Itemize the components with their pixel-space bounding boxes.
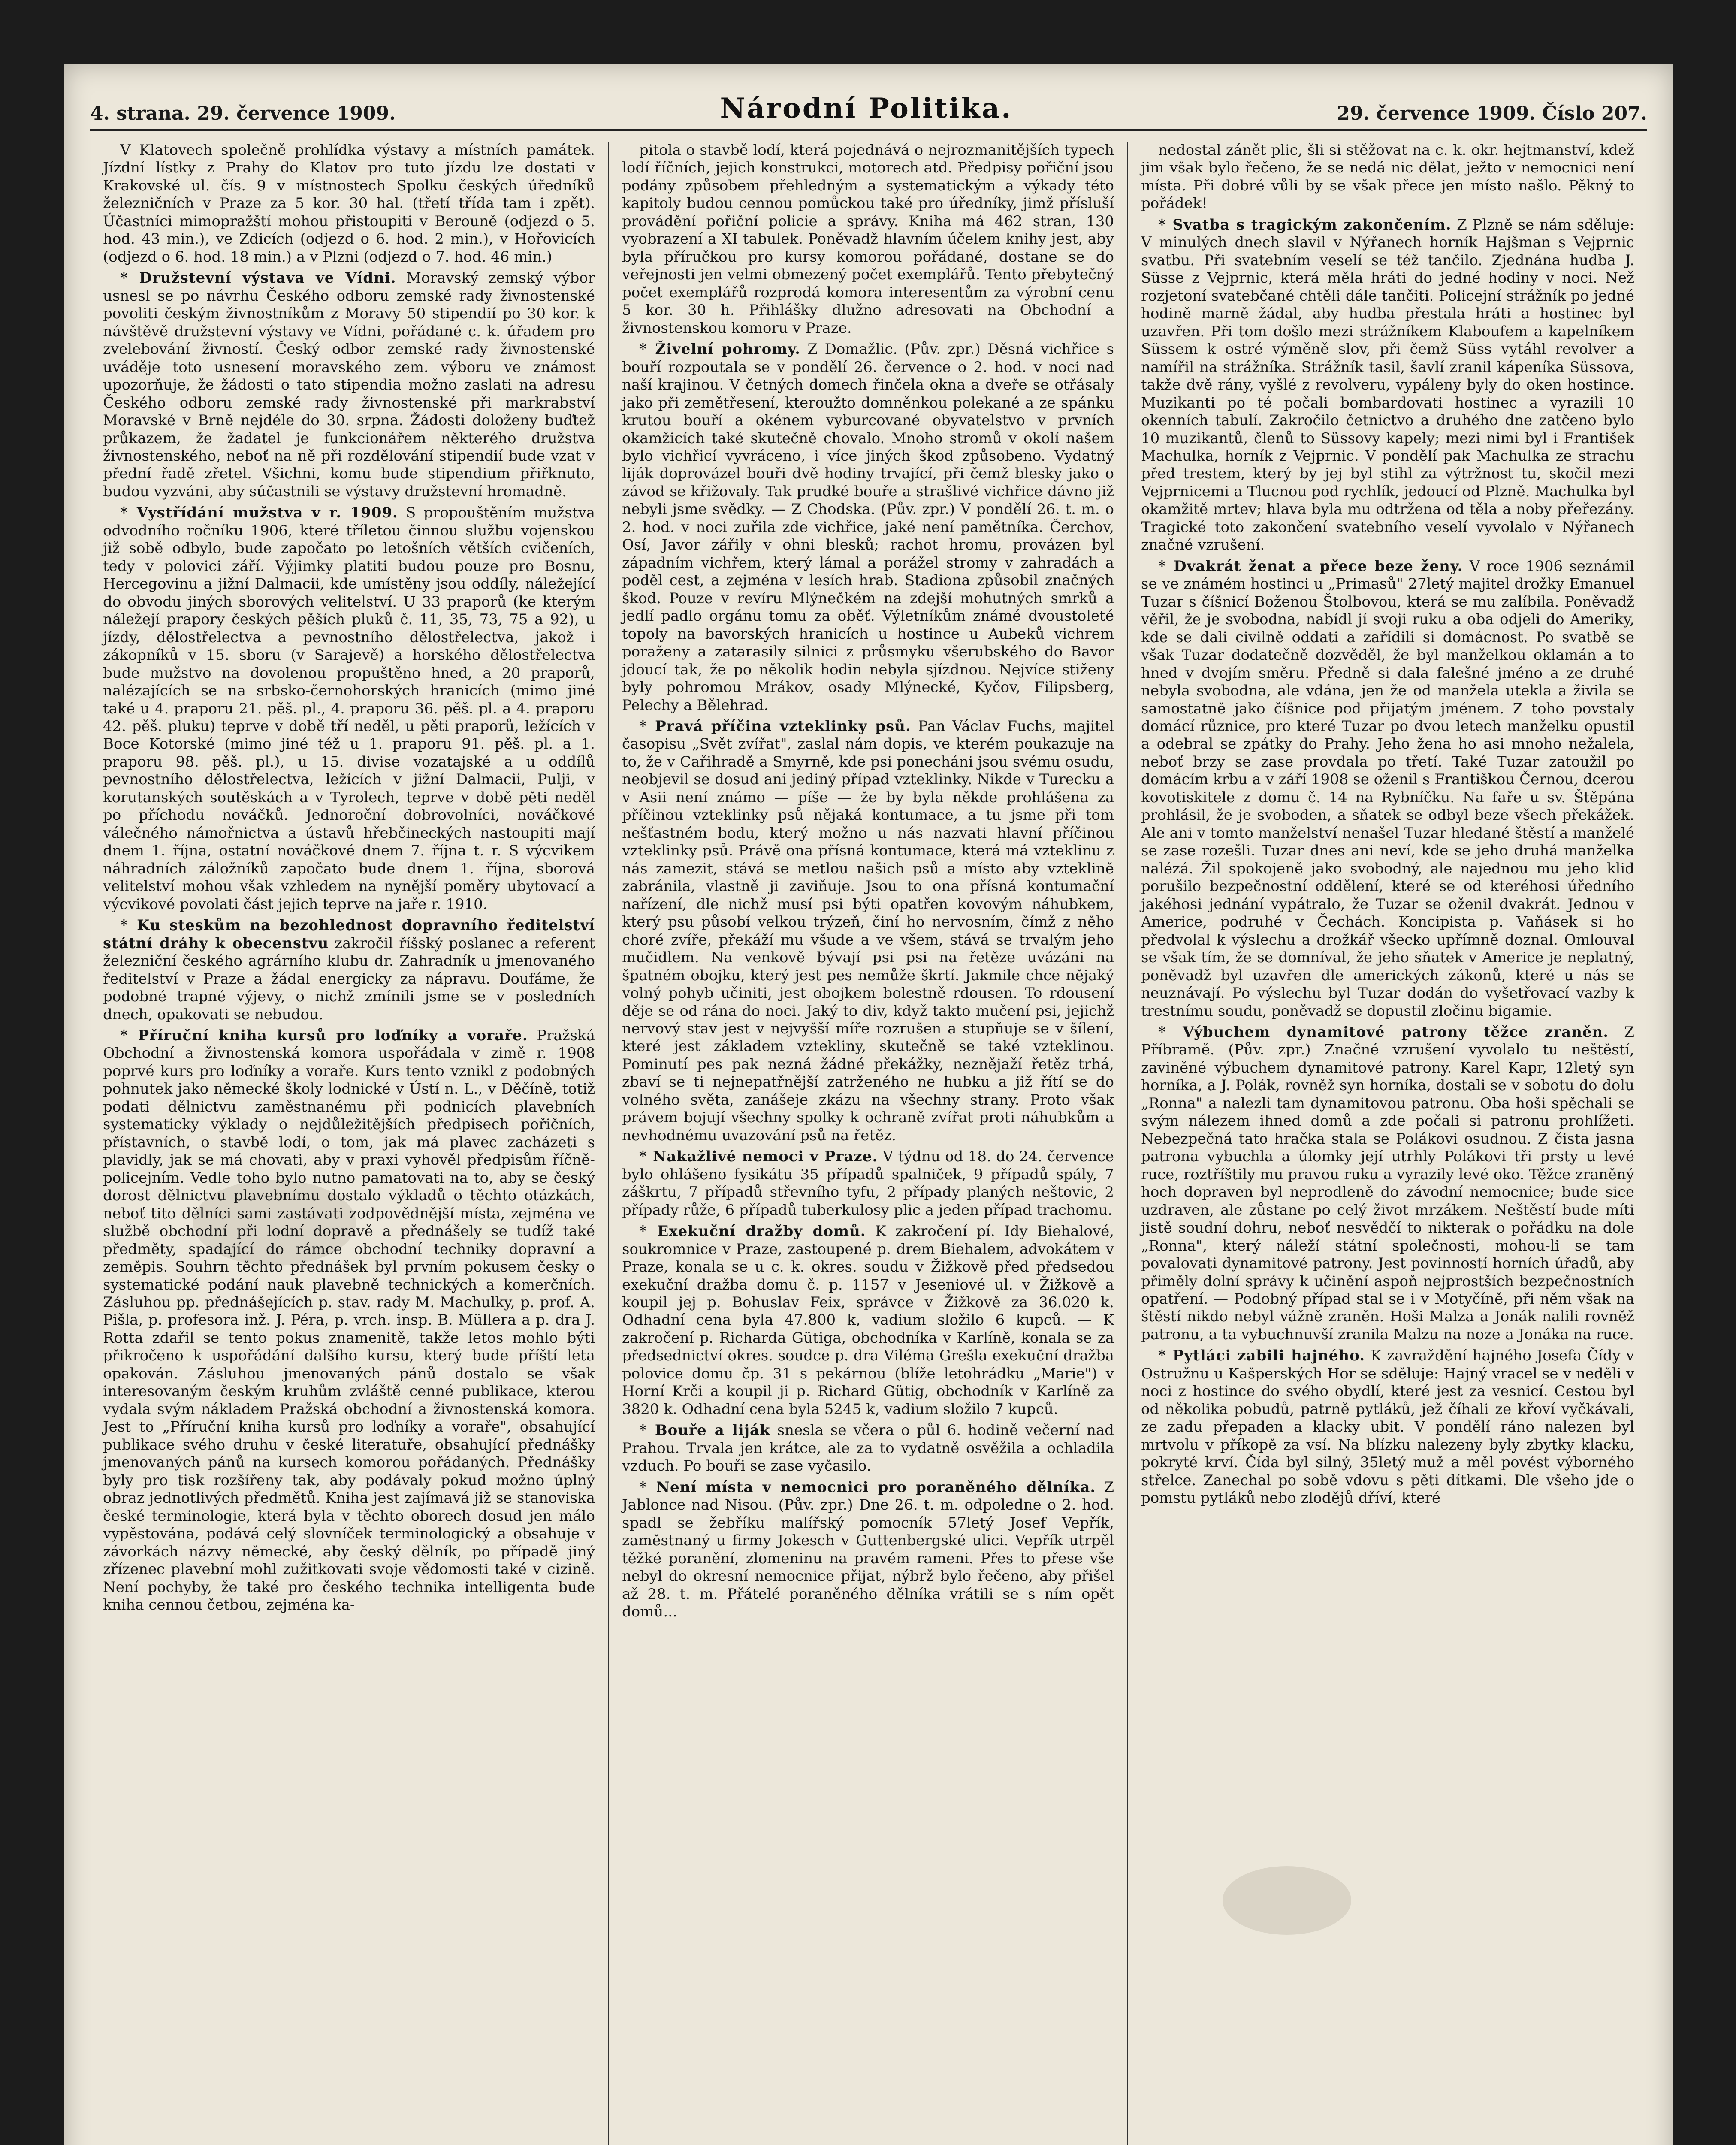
- article-heading: * Dvakrát ženat a přece beze ženy.: [1158, 557, 1463, 575]
- article-paragraph: [622, 1422, 1114, 1475]
- article-text: S propouštěním mužstva odvodního ročníku 1906, které tříletou činnou službu vojenskou již sobě odbylo, bude započato po letošních větších cvičeních, tedy v polovici září. Výjimky platiti budou pouze pro Bosnu, Hercegovinu a jižní Dalmacii, kde umístěny jsou oddíly, náležející do obvodu jiných sborových velitelství. U 33 praporů (ke kterým náležejí prapory českých pěších pluků č. 11, 35, 73, 75 a 92), u jízdy, dělostřelectva a pevnostního dělostřelectva, jakož i zákopníků v 15. sboru (v Sarajevě) a horského dělostřelectva bude mužstvo na dovolenou propuštěno hned, a 20 praporů, nalézajících se na srbsko-černohorských hranicích (mimo jiné také u 4. praporu 21. pěš. pl., 4. praporu 36. pěš. pl. a 4. praporu 42. pěš. pluku) teprve v době tří neděl, u pěti praporů, ležících v Boce Kotorské (mimo jiné též u 1. praporu 91. pěš. pl. a 1. praporu 98. pěš. pl.), u 15. divise vozatajské a u oddílů pevnostního dělostřelectva, ležících v jižní Dalmacii, Pulji, v korutanských soutěskách a v Tyrolech, teprve v době pěti neděl po příchodu nováčků. Jednoroční dobrovolníci, nováčkové válečného námořnictva a ústavů hřebčineckých nastoupiti mají dnem 1. října, ostatní nováčkové dnem 7. října t. r. S výcvikem náhradních záložníků započato bude dnem 1. října, sborová velitelství mohou však vzhledem na nynější poměry ubytovací a výcvikové povolati část jejich teprve na jaře r. 1910.: [103, 504, 595, 913]
- article-text: pitola o stavbě lodí, která pojednává o nejrozmanitějších typech lodí říčních, jejich konstrukci, motorech atd. Předpisy pořiční jsou podány způsobem přehledným a systematickým a výkady této kapitoly budou cennou pomůckou také pro úředníky, jimž přísluší provádění pořiční policie a správy. Kniha má 462 stran, 130 vyobrazení a XI tabulek. Poněvadž hlavním účelem knihy jest, aby byla příručkou pro kursy komorou pořádané, dostane se do veřejnosti jen velmi obmezený počet exemplářů. Tento přebytečný počet exemplářů rozprodá komora interesentům za výrobní cenu 5 kor. 30 h. Přihlášky dlužno adresovati na Obchodní a živnostenskou komoru v Praze.: [622, 142, 1114, 337]
- article-text: Pražská Obchodní a živnostenská komora uspořádala v zimě r. 1908 poprvé kurs pro loďníky a voraře. Kurs tento vznikl z podobných pohnutek jako německé školy lodnické v Ústí n. L., v Děčíně, totiž podati dělnictvu zaměstnanému při podnicích plavebních systematicky výklady o nejdůležitějších předpisech pořičních, přístavních, o stavbě lodí, o tom, jak má plavec zacházeti s plavidly, jak se má chovati, aby v praxi vyhověl předpisům říčně-policejním. Vedle toho bylo nutno pamatovati na to, aby se český dorost dělnictvu plavebnímu dostalo výkladů o těchto otázkách, neboť tito dělníci sami zastávati zodpovědnější místa, zejména ve službě obchodní při lodní dopravě a přednášely se tudíž také předměty, spadající do rámce obchodní techniky dopravní a zeměpis. Souhrn těchto přednášek byl prvním pokusem česky o systematické podání nauk plavebně technických a komerčních. Zásluhou pp. přednášejících p. stav. rady M. Machulky, p. prof. A. Pišla, p. profesora inž. J. Péra, p. vrch. insp. B. Müllera a p. dra J. Rotta zdařil se tento pokus znamenitě, takže letos mohlo býti přikročeno k uspořádání dalšího kursu, který bude příští leta opakován. Zásluhou jmenovaných pánů dostalo se však interesovaným českým kruhům zvláště cenné publikace, kterou vydala svým nákladem Pražská obchodní a živnostenská komora. Jest to „Příruční kniha kursů pro loďníky a voraře", obsahující publikace svého druhu v české literatuře, obsahující přednášky jmenovaných pánů na kursech komorou pořádaných. Přednášky byly pro tisk rozšířeny tak, aby podávaly pokud možno úplný obraz jednotlivých předmětů. Kniha jest zajímavá již se stanoviska české terminologie, která byla v těchto oborech dosud jen málo vypěstována, podává celý slovníček terminologický a obsahuje v závorkách názvy německé, aby český dělník, po případě jiný zřízenec plavební mohl zužitkovati svoje vědomosti také v cizině. Není pochyby, že také pro českého technika intelligenta bude kniha cennou četbou, zejména ka-: [103, 1027, 595, 1613]
- column-1: [90, 142, 609, 2145]
- article-text: K zakročení pí. Idy Biehalové, soukromnice v Praze, zastoupené p. drem Biehalem, advokátem v Praze, konala se u c. k. okres. soudu v Žižkově před předsedou exekuční dražba domu č. p. 1157 v Jeseniové ul. v Žižkově a koupil jej p. Bohuslav Feix, správce v Žižkově za 36.020 k. Odhadní cena byla 47.800 k, vadium složilo 6 kupců. — K zakročení p. Richarda Gütiga, obchodníka v Karlíně, konala se za předsednictví okres. soudce p. dra Viléma Grešla exekuční dražba polovice domu čp. 31 s pekárnou (blíže letohrádku „Marie") v Horní Krči a koupil ji p. Richard Gütig, obchodník v Karlíně za 3820 k. Odhadní cena byla 5245 k, vadium složilo 7 kupců.: [622, 1223, 1114, 1418]
- article-paragraph: [1141, 216, 1634, 554]
- article-heading: * Příruční kniha kursů pro loďníky a voraře.: [120, 1027, 528, 1044]
- article-heading: * Bouře a liják: [639, 1422, 770, 1439]
- article-paragraph: [622, 1148, 1114, 1219]
- article-text: Z Domažlic. (Pův. zpr.) Děsná vichřice s bouří rozpoutala se v pondělí 26. července o 2. hod. v noci nad naší krajinou. V četných domech řinčela okna a dveře se otřásaly jako při zemětřesení, kteroužto domněnkou polekané a ze spánku krutou bouří a okénem vyburcované obyvatelstvo v prvních okamžicích také skutečně chovalo. Mnoho stromů v okolí našem bylo vichřicí vyvráceno, i více jiných škod způsobeno. Vydatný liják doprovázel bouři dvě hodiny trvající, při čemž blesky jako o závod se křižovaly. Tak prudké bouře a strašlivé vichřice dávno již nebyli jsme svědky. — Z Chodska. (Pův. zpr.) V pondělí 26. t. m. o 2. hod. v noci zuřila zde vichřice, jaké není pamětníka. Čerchov, Osí, Javor zářily v ohni blesků; rachot hromu, provázen byl západním vichřem, který lámal a porážel stromy v zahradách a poděl cest, a zejména v lesích hrab. Stadiona způsobil značných škod. Pouze v revíru Mlýnečkém na zdejší mohutných smrků a jedlí padlo orgánu tomu za oběť. Výletníkům známé dvoustoleté topoly na bavorských hranicích u hostince u Aubeků vichrem poraženy a zatarasily silnici z průsmyku všerubského do Bavor jdoucí tak, že po několik hodin nebyla sjízdnou. Nejvíce stiženy byly pohromou Mrákov, osady Mlýnecké, Kyčov, Filipsberg, Pelechy a Bělehrad.: [622, 341, 1114, 714]
- article-paragraph: [622, 1223, 1114, 1418]
- article-text: V týdnu od 18. do 24. července bylo ohlášeno fysikátu 35 případů spalniček, 9 případů spály, 7 záškrtu, 7 případů střevního tyfu, 2 případy planých neštovic, 2 případy růže, 6 případů tuberkulosy plic a jeden případ trachomu.: [622, 1148, 1114, 1219]
- newspaper-title: Národní Politika.: [720, 92, 1013, 124]
- header-date-left: 4. strana. 29. července 1909.: [90, 103, 396, 124]
- text-columns: [90, 142, 1647, 2145]
- article-text: nedostal zánět plic, šli si stěžovat na c. k. okr. hejtmanství, kdež jim však bylo řečeno, že se nedá nic dělat, ježto v nemocnici není místa. Při dobré vůli by se však přece jen místo našlo. Pěkný to pořádek!: [1141, 142, 1634, 212]
- article-heading: * Ku steskům na bezohlednost dopravního ředitelství státní dráhy k obecenstvu: [103, 917, 595, 952]
- article-text: Moravský zemský výbor usnesl se po návrhu Českého odboru zemské rady živnostenské povoliti českým živnostníkům z Moravy 50 stipendií po 30 kor. k návštěvě družstevní výstavy ve Vídni, pořádané c. k. úřadem pro zvelebování živností. Český odbor zemské rady živnostenské uváděje toto usnesení moravského zem. výboru ve známost upozorňuje, že žádosti o tato stipendia možno zaslati na adresu Českého odboru zemské rady živnostenské při markrabství Moravské v Brně nejdéle do 30. srpna. Žádosti doloženy buďtež průkazem, že žadatel je funkcionářem některého družstva živnostenského, neboť na ně při rozdělování stipendií bude vzat v přední řadě zřetel. Všichni, komu bude stipendium přiřknuto, budou vyzváni, aby súčastnili se výstavy družstevní hromadně.: [103, 269, 595, 500]
- article-text: V Klatovech společně prohlídka výstavy a místních památek. Jízdní lístky z Prahy do Klatov pro tuto jízdu lze dostati v Krakovské ul. čís. 9 v místnostech Spolku českých úředníků železničních v Praze za 5 kor. 30 hal. (třetí třída tam i zpět). Účastníci mimopražští mohou přistoupiti v Berouně (odjezd o 5. hod. 43 min.), ve Zdicích (odjezd o 6. hod. 2 min.), v Hořovicích (odjezd o 6. hod. 18 min.) a v Plzni (odjezd o 7. hod. 46 min.): [103, 142, 595, 266]
- article-paragraph: [1141, 558, 1634, 1020]
- article-text: snesla se včera o půl 6. hodině večerní nad Prahou. Trvala jen krátce, ale za to vydatně osvěžila a ochladila vzduch. Po bouři se zase vyčasilo.: [622, 1422, 1114, 1475]
- article-heading: * Výbuchem dynamitové patrony těžce zraněn.: [1158, 1023, 1609, 1041]
- article-paragraph: [622, 341, 1114, 714]
- article-text: zakročil říšský poslanec a referent železniční českého agrárního klubu dr. Zahradník u jmenovaného ředitelství v Praze a žádal energicky za nápravu. Doufáme, že podobné trapné výjevy, o nichž zmínili jsme se v posledních dnech, opakovati se nebudou.: [103, 934, 595, 1023]
- article-paragraph: [103, 1027, 595, 1614]
- article-paragraph: [1141, 1024, 1634, 1344]
- article-paragraph: [103, 504, 595, 913]
- article-paragraph: [622, 718, 1114, 1145]
- article-paragraph: [1141, 1347, 1634, 1507]
- column-2: [609, 142, 1128, 2145]
- article-text: V roce 1906 seznámil se ve známém hostinci u „Primasů" 27letý majitel drožky Emanuel Tuzar s číšnicí Boženou Štolbovou, která se mu zalíbila. Poněvadž věřil, že je svobodna, nabídl jí svoji ruku a oba odjeli do Ameriky, kde se dali civilně oddati a zařídili si domácnost. Po svatbě se však Tuzar dodatečně dozvěděl, že byl manželkou oklamán a to hned v dvojím směru. Předně si dala falešné jméno a ze druhé nebyla svobodna, ale vdána, jen že od manžela utekla a živila se samostatně jako číšnice pod přijatým jménem. Z toho povstaly domácí různice, pro které Tuzar po dvou letech manželku opustil a odebral se zpátky do Prahy. Jeho žena ho asi mnoho nežalela, neboť brzy se zase provdala po třetí. Také Tuzar zatoužil po domácím krbu a v září 1908 se oženil s Františkou Černou, dcerou kovotiskitele z domu č. 14 na Rybníčku. Na faře u sv. Štěpána prohlásil, že je svoboden, a sňatek se odbyl beze všech překážek. Ale ani v tomto manželství nenašel Tuzar hledané štěstí a manželé se zase rozešli. Tuzar dnes ani neví, kde se jeho druhá manželka nalézá. Žil spokojeně jako svobodný, ale najednou mu jeho klid porušilo bezpečnostní oddělení, které se od kteréhosi úředního jakéhosi jednání vypátralo, že Tuzar se oženil dvakrát. Jednou v Americe, podruhé v Čechách. Koncipista p. Vaňásek si ho předvolal k výslechu a drožkář všecko upřímně doznal. Omlouval se však tím, že se domníval, že jeho sňatek v Americe je neplatný, poněvadž byl uzavřen dle amerických zákonů, které u nás se neuznávají. Po výslechu byl Tuzar dodán do vyšetřovací vazby k trestnímu soudu, poněvadž se dopustil zločinu bigamie.: [1141, 557, 1634, 1020]
- article-text: Pan Václav Fuchs, majitel časopisu „Svět zvířat", zaslal nám dopis, ve kterém poukazuje na to, že v Cařihradě a Smyrně, kde psi ponecháni jsou svému osudu, neobjevil se dosud ani jediný případ vzteklinky. Nikde v Turecku a v Asii není známo — píše — že by byla někde prohlášena za příčinou vzteklinky psů nějaká kontumace, a tu jsme při tom nešťastném bodu, který možno u nás nazvati hlavní příčinou vzteklinky psů. Právě ona přísná kontumace, která má vzteklinu z nás zamezit, stává se metlou našich psů a místo aby vzteklině zabránila, vlastně ji zaviňuje. Jsou to ona přísná kontumační nařízení, dle nichž musí psi býti opatřen kovovým náhubkem, který psu působí velkou trýzeň, činí ho nervosním, čímž z něho choré zvíře, překáží mu všude a ve všem, stává se trvalým jeho mučidlem. Na venkově bývají psi psi na řetěze uvázáni na špatném obojku, který jest pes nemůže škrtí. Jakmile chce nějaký volný pohyb učiniti, jest obojkem bolestně rdousen. To rdousení děje se od rána do noci. Jaký to div, když takto mučení psi, jejichž nervový stav jest v nejvyšší míře rozrušen a stupňuje se v šílení, které jest základem vztekliny, skutečně se také vzteklinou. Pominutí pes pak nezná žádné překážky, neznějaží řetěz trhá, zbaví se ti nejnepatřnější zatrženého ne hubku a již řítí se do volného světa, zanášeje zkázu na všechny strany. Proto však právem bojují všechny spolky k ochraně zvířat proti náhubkům a nevhodnému uvazování psů na řetěz.: [622, 718, 1114, 1144]
- article-text: Z Plzně se nám sděluje: V minulých dnech slavil v Nýřanech horník Hajšman s Vejprnic svatbu. Při svatebním veselí se též tančilo. Zjednána hudba J. Süsse z Vejprnic, která měla hráti do jedné hodiny v noci. Než rozjetoní svatebčané chtěli dále tančiti. Policejní strážník po jedné hodině marně žádal, aby hudba přestala hráti a hostinec byl uzavřen. Při tom došlo mezi strážníkem Klaboufem a kapelníkem Süssem k ostré výměně slov, při čemž Süss vytáhl revolver a namířil na strážníka. Strážník tasil, šavlí zranil kápeníka Süssova, takže dvě rány, vyšlé z revolveru, vypáleny byly do oken hostince. Muzikanti po té počali bombardovati hostinec a vyrazili 10 okenních tabulí. Zakročilo četnictvo a druhého dne zatčeno bylo 10 muzikantů, členů to Süssovy kapely; mezi nimi byl i František Machulka, horník z Vejprnic. V pondělí pak Machulka ze strachu před trestem, který by jej byl stihl za výtržnost tu, skočil mezi Vejprnicemi a Tlucnou pod rychlík, jedoucí od Plzně. Machulka byl okamžitě mrtev; hlava byla mu odtržena od těla a noby přeřezány. Tragické toto zakončení svatebního veselí vyvolalo v Nýřanech značné vzrušení.: [1141, 216, 1634, 554]
- article-heading: * Pravá příčina vzteklinky psů.: [639, 718, 911, 735]
- article-heading: * Nakažlivé nemoci v Praze.: [639, 1148, 878, 1166]
- article-paragraph: [622, 1479, 1114, 1621]
- article-heading: * Pytláci zabili hajného.: [1158, 1347, 1365, 1365]
- article-heading: * Vystřídání mužstva v r. 1909.: [120, 504, 398, 522]
- article-paragraph: [103, 142, 595, 266]
- article-paragraph: [103, 917, 595, 1024]
- article-text: Z Jablonce nad Nisou. (Pův. zpr.) Dne 26. t. m. odpoledne o 2. hod. spadl se žebříku malířský pomocník 57letý Josef Vepřík, zaměstnaný u firmy Jokesch v Guttenbergské ulici. Vepřík utrpěl těžké poranění, zlomeninu na pravém rameni. Přes to přese vše nebyl do okresní nemocnice přijat, nýbrž bylo řečeno, aby přišel až 28. t. m. Přátelé poraněného dělníka vrátili se s ním opět domů...: [622, 1478, 1114, 1620]
- article-heading: * Družstevní výstava ve Vídni.: [120, 269, 396, 287]
- masthead: [90, 82, 1647, 131]
- article-paragraph: [103, 269, 595, 501]
- article-text: K zavraždění hajného Josefa Čídy v Ostružnu u Kašperských Hor se sděluje: Hajný vracel se v neděli v noci z hostince do svého obydlí, které jest za vesnicí. Cestou byl od několika pobudů, patrně pytláků, jež číhali ze křoví vyčkávali, ze zadu přepaden a klacky ubit. V pondělí ráno nalezen byl mrtvolu v příkopě za vsí. Na blízku nalezeny byly zbytky klacku, pokryté krví. Čída byl silný, 35letý muž a měl povést výborného střelce. Zanechal po sobě vdovu s pěti dítkami. Dle všeho jde o pomstu pytláků nebo zlodějů dříví, které: [1141, 1347, 1634, 1507]
- article-text: Z Příbramě. (Pův. zpr.) Značné vzrušení vyvolalo tu neštěstí, zaviněné výbuchem dynamitové patrony. Karel Kapr, 12letý syn horníka, a J. Polák, rovněž syn horníka, dostali se v sobotu do dolu „Ronna" a nalezli tam dynamitovou patronu. Oba hoši spěchali se svým nálezem ihned domů a zde počali si patronu prohlížeti. Nebezpečná tato hračka stala se Polákovi osudnou. Z čista jasna patrona vybuchla a úlomky její utrhly Polákovi tři prsty u levé ruce, roztříštily mu pravou ruku a vyrazily levé oko. Těžce zraněný hoch dopraven byl neprodleně do závodní nemocnice; bude sice uzdraven, ale zůstane po celý život mrzákem. Neštěstí bude míti jistě soudní dohru, neboť nesvědčí to nikterak o pořádku na dole „Ronna", který náleží státní společnosti, mohou-li se tam povalovati dynamitové patrony. Jest povinností horních úřadů, aby přiměly dolní správy k učinění aspoň nejprostších bezpečnostních opatření. — Podobný případ stal se i v Motyčíně, při něm však na štěstí nikdo nebyl vážně zraněn. Hoši Malza a Jonák nalili rovněž patronu, a ta vybuchnuvší zranila Malzu na noze a Jonáka na ruce.: [1141, 1023, 1635, 1343]
- header-date-issue: 29. července 1909. Číslo 207.: [1337, 103, 1647, 124]
- article-paragraph: [1141, 142, 1634, 213]
- article-heading: * Exekuční dražby domů.: [639, 1223, 866, 1240]
- article-heading: * Svatba s tragickým zakončením.: [1158, 216, 1452, 233]
- newspaper-page: [64, 64, 1673, 2145]
- article-heading: * Živelní pohromy.: [639, 341, 800, 358]
- column-3: [1128, 142, 1647, 2145]
- article-paragraph: [622, 142, 1114, 337]
- article-heading: * Není místa v nemocnici pro poraněného dělníka.: [639, 1478, 1096, 1496]
